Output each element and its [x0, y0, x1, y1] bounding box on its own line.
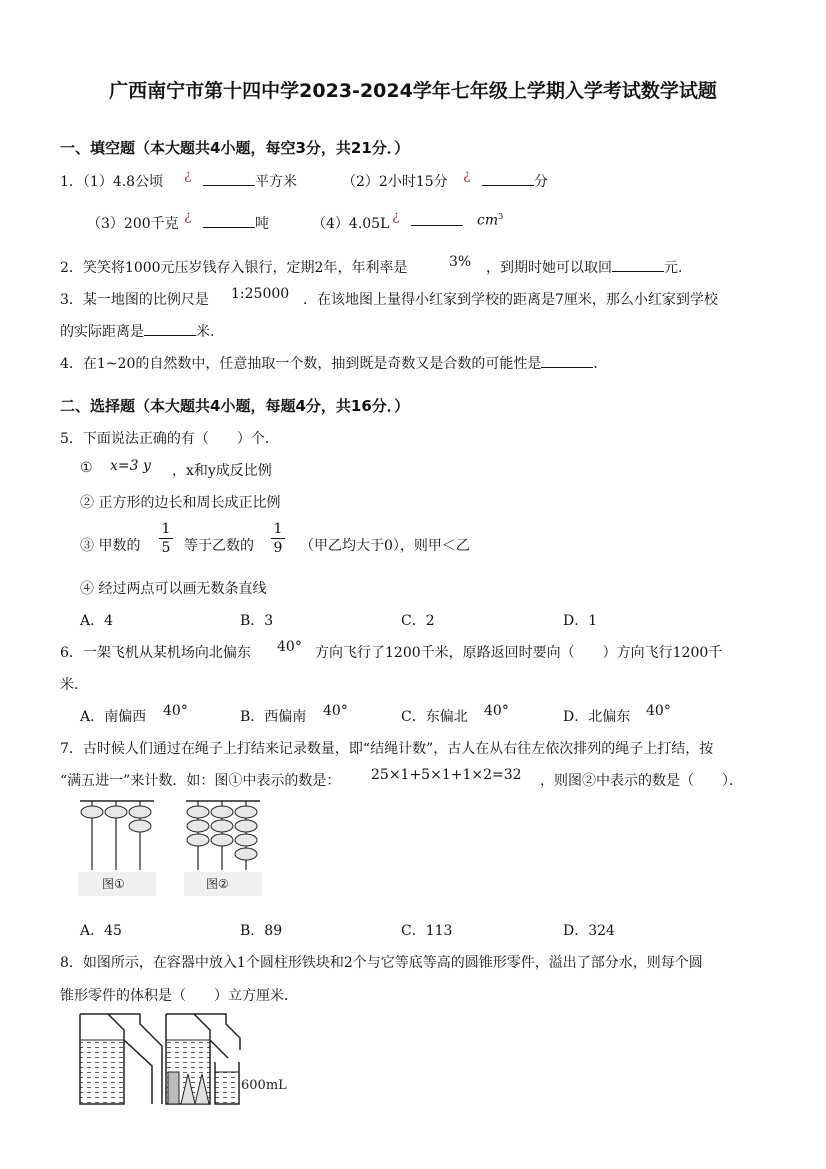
q6-prefix: 6．一架飞机从某机场向北偏东 [60, 645, 251, 661]
q6-option-a-angle: 40° [163, 703, 188, 719]
q8-line2: 锥形零件的体积是（ ）立方厘米． [60, 988, 298, 1004]
q1b-answer [482, 171, 548, 191]
answer-blank[interactable] [203, 215, 255, 228]
q1d-mark: ¿ [392, 208, 400, 224]
answer-blank[interactable] [411, 213, 463, 226]
answer-blank[interactable] [203, 173, 255, 186]
q1d-prefix: （4）4.05L [312, 216, 390, 232]
q2-rest: ，到期时她可以取回 元． [486, 260, 692, 276]
q1a-prefix: 1．（1）4.8公顷 [60, 174, 164, 190]
q5-s4: ④ 经过两点可以画无数条直线 [80, 581, 267, 597]
q5-s2: ② 正方形的边长和周长成正比例 [80, 495, 281, 511]
q1b-mark: ¿ [463, 167, 471, 183]
container-figure-svg [78, 1010, 293, 1110]
q1c-unit: 吨 [255, 216, 269, 232]
q6-option-d[interactable]: D．北偏东 [563, 709, 631, 725]
q5-option-b[interactable]: B．3 [240, 613, 274, 629]
q1c-answer [203, 213, 269, 233]
q8-line1: 8．如图所示，在容器中放入1个圆柱形铁块和2个与它等底等高的圆锥形零件，溢出了部分水，则每个圆 [60, 955, 703, 971]
q7-line2-suffix: ，则图②中表示的数是（ ）． [540, 773, 743, 789]
q7-line2-prefix: “满五进一”来计数．如：图①中表示的数是： [60, 773, 341, 789]
q7-option-c[interactable]: C．113 [401, 923, 453, 939]
q1a-unit: 平方米 [255, 174, 297, 190]
q6-option-b-angle: 40° [323, 703, 348, 719]
q5-option-c[interactable]: C．2 [401, 613, 435, 629]
section-2-heading: 二、选择题（本大题共4小题，每题4分，共16分．） [60, 397, 410, 415]
answer-blank[interactable] [144, 323, 196, 336]
q5-s3-b: 等于乙数的 [184, 538, 254, 554]
answer-blank[interactable] [541, 355, 593, 368]
q1a-mark: ¿ [184, 167, 192, 183]
q7-line1: 7．古时候人们通过在绳子上打结来记录数量，即“结绳计数”，古人在从右往左依次排列的绳子上打结，按 [60, 741, 714, 757]
q6-option-b[interactable]: B．西偏南 [240, 709, 307, 725]
q1c-mark: ¿ [184, 208, 192, 224]
q3-prefix: 3．某一地图的比例尺是 [60, 292, 209, 308]
q5-fraction-2: 1 9 [271, 521, 285, 556]
q7-option-b[interactable]: B．89 [240, 923, 283, 939]
page-title: 广西南宁市第十四中学2023-2024学年七年级上学期入学考试数学试题 [109, 80, 717, 102]
knot-figure-svg [78, 798, 268, 896]
fig1-label: 图① [102, 877, 125, 891]
q7-expression: 25×1+5×1+1×2=32 [371, 767, 522, 783]
q5-s3-c: （甲乙均大于0），则甲＜乙 [300, 538, 470, 554]
q1a-answer [203, 171, 297, 191]
q5-option-a[interactable]: A．4 [80, 613, 114, 629]
knot-figure [78, 798, 268, 900]
q1b-unit: 分 [534, 174, 548, 190]
q2-rate: 3% [449, 254, 472, 270]
q3-scale: 1:25000 [231, 286, 290, 302]
q3-text: ．在该地图上量得小红家到学校的距离是7厘米，那么小红家到学校 [303, 292, 718, 308]
q6-option-a[interactable]: A．南偏西 [80, 709, 147, 725]
container-figure [78, 1010, 293, 1114]
q6-line2: 米． [60, 677, 88, 693]
q1c-prefix: （3）200千克 [87, 216, 179, 232]
q1-part1 [60, 171, 163, 191]
answer-blank[interactable] [612, 259, 664, 272]
q6-angle: 40° [277, 639, 302, 655]
q6-option-c-angle: 40° [484, 703, 509, 719]
q5-stem: 5．下面说法正确的有（ ）个． [60, 431, 279, 447]
section-1-heading: 一、填空题（本大题共4小题，每空3分，共21分．） [60, 139, 410, 157]
q1d-unit: $cm^3$ [477, 212, 504, 229]
volume-label: 600mL [241, 1078, 287, 1093]
q7-option-a[interactable]: A．45 [80, 923, 122, 939]
answer-blank[interactable] [482, 173, 534, 186]
q6-option-c[interactable]: C．东偏北 [401, 709, 468, 725]
q6-option-d-angle: 40° [646, 703, 671, 719]
q5-s1-text: ，x和y成反比例 [172, 463, 272, 479]
q5-fraction-1: 1 5 [159, 521, 173, 556]
q6-text: 方向飞行了1200千米，原路返回时要向（ ）方向飞行1200千 [315, 645, 723, 661]
q3-line2: 的实际距离是 米． [60, 324, 224, 340]
fig2-label: 图② [206, 877, 229, 891]
q4-text: 4．在1~20的自然数中，任意抽取一个数，抽到既是奇数又是合数的可能性是 ． [60, 356, 608, 372]
q1d-answer [411, 213, 463, 230]
q7-option-d[interactable]: D．324 [563, 923, 615, 939]
q5-s1-math: x=3 y [110, 458, 151, 474]
q1b-prefix: （2）2小时15分 [342, 174, 448, 190]
q2-prefix: 2．笑笑将1000元压岁钱存入银行，定期2年，年利率是 [60, 260, 408, 276]
q5-s3-a: ③ 甲数的 [80, 538, 141, 554]
q5-s1-num: ① [80, 460, 93, 476]
q5-option-d[interactable]: D．1 [563, 613, 598, 629]
